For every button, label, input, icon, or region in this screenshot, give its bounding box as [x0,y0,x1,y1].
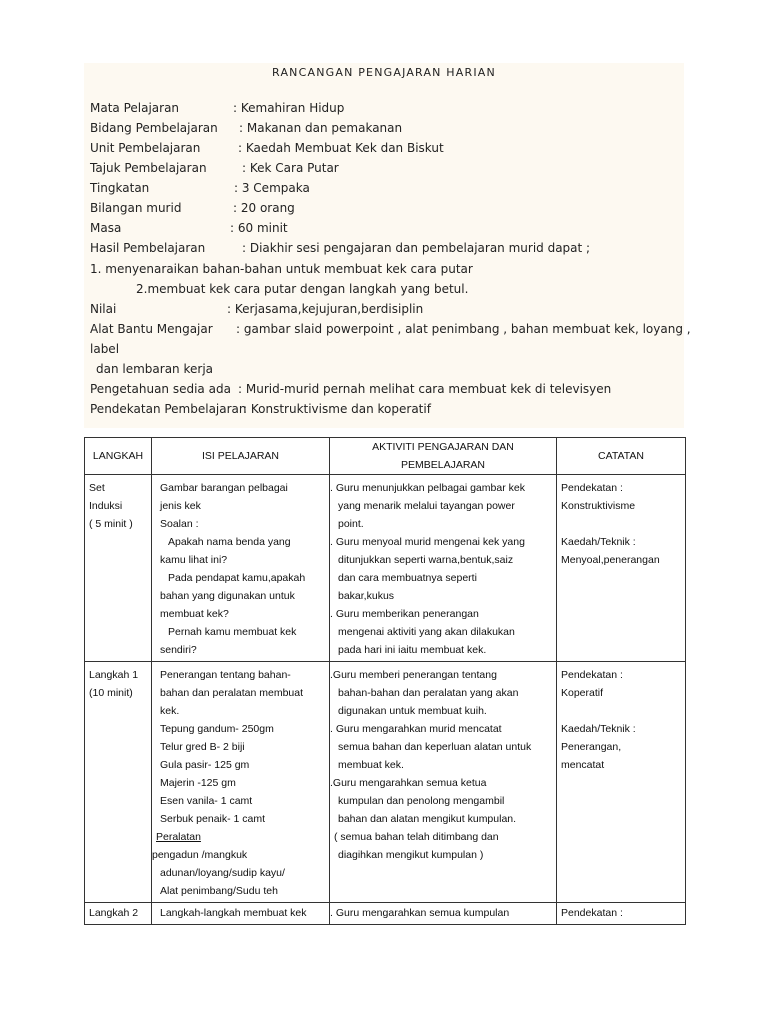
lesson-plan-table [84,437,686,925]
field-value: : Kemahiran Hidup [233,101,345,115]
field-value: : 20 orang [233,201,295,215]
field-value: : Makanan dan pemakanan [239,121,403,135]
document-title: RANCANGAN PENGAJARAN HARIAN [272,66,496,79]
field-label: Bidang Pembelajaran [90,121,218,135]
field-label: Mata Pelajaran [90,101,180,115]
cell-catatan: Pendekatan : [557,903,686,925]
field-value: : Murid-murid pernah melihat cara membuat kek di televisyen [238,382,612,396]
table-row [85,903,686,925]
cell-catatan: Pendekatan : Konstruktivisme Kaedah/Teknik : Menyoal,penerangan [557,475,686,662]
header-langkah: LANGKAH [85,438,152,475]
field-value: : gambar slaid powerpoint , alat penimbang , bahan membuat kek, loyang , [236,322,691,336]
header-aktiviti: AKTIVITI PENGAJARAN DAN PEMBELAJARAN [330,438,557,475]
field-label: Masa [90,221,122,235]
cell-langkah: Langkah 1 (10 minit) [85,662,152,903]
header-catatan: CATATAN [557,438,686,475]
field-value: : Kaedah Membuat Kek dan Biskut [238,141,444,155]
field-label: Alat Bantu Mengajar [90,322,213,336]
table-row [85,662,686,903]
cell-catatan: Pendekatan : Koperatif Kaedah/Teknik : Penerangan, mencatat [557,662,686,903]
cell-langkah: Set Induksi ( 5 minit ) [85,475,152,662]
cell-langkah: Langkah 2 [85,903,152,925]
field-label: Bilangan murid [90,201,182,215]
field-label: Pengetahuan sedia ada [90,382,231,396]
table-row [85,475,686,662]
cell-isi: Gambar barangan pelbagai jenis kek Soalan : Apakah nama benda yang kamu lihat ini? Pada pendapat kamu,apakah bahan yang digunakan untuk membuat kek? Pernah kamu membuat kek sendiri? [152,475,330,662]
field-value: : Diakhir sesi pengajaran dan pembelajaran murid dapat ; [242,241,591,255]
field-label: Tajuk Pembelajaran [90,161,207,175]
field-label: Hasil Pembelajaran [90,241,206,255]
field-value: : Konstruktivisme dan koperatif [243,402,431,416]
table-header-row [85,438,686,475]
field-label: Tingkatan [90,181,150,195]
field-value: : Kerjasama,kejujuran,berdisiplin [227,302,424,316]
field-value: : 60 minit [230,221,288,235]
field-label: Unit Pembelajaran [90,141,201,155]
header-isi-pelajaran: ISI PELAJARAN [152,438,330,475]
field-value: : 3 Cempaka [234,181,310,195]
cell-aktiviti: .Guru memberi penerangan tentang bahan-bahan dan peralatan yang akan digunakan untuk membuat kuih. . Guru mengarahkan murid mencatat semua bahan dan keperluan alatan untuk membuat kek. .Guru mengarahkan semua ketua kumpulan dan penolong mengambil bahan dan alatan mengikut kumpulan. ( semua bahan telah ditimbang dan diagihkan mengikut kumpulan ) [330,662,557,903]
cell-isi: Penerangan tentang bahan- bahan dan peralatan membuat kek. Tepung gandum- 250gm Telur gred B- 2 biji Gula pasir- 125 gm Majerin -125 gm Esen vanila- 1 camt Serbuk penaik- 1 camt Peralatan pengadun /mangkuk adunan/loyang/sudip kayu/ Alat penimbang/Sudu teh [152,662,330,903]
cell-isi: Langkah-langkah membuat kek [152,903,330,925]
field-label: Nilai [90,302,117,316]
field-label: Pendekatan Pembelajaran [90,402,247,416]
cell-aktiviti: . Guru menunjukkan pelbagai gambar kek yang menarik melalui tayangan power point. . Guru menyoal murid mengenai kek yang ditunjukkan seperti warna,bentuk,saiz dan cara membuatnya seperti bakar,kukus . Guru memberikan penerangan mengenai aktiviti yang akan dilakukan pada hari ini iaitu membuat kek. [330,475,557,662]
cell-aktiviti: . Guru mengarahkan semua kumpulan [330,903,557,925]
field-value: : Kek Cara Putar [242,161,339,175]
